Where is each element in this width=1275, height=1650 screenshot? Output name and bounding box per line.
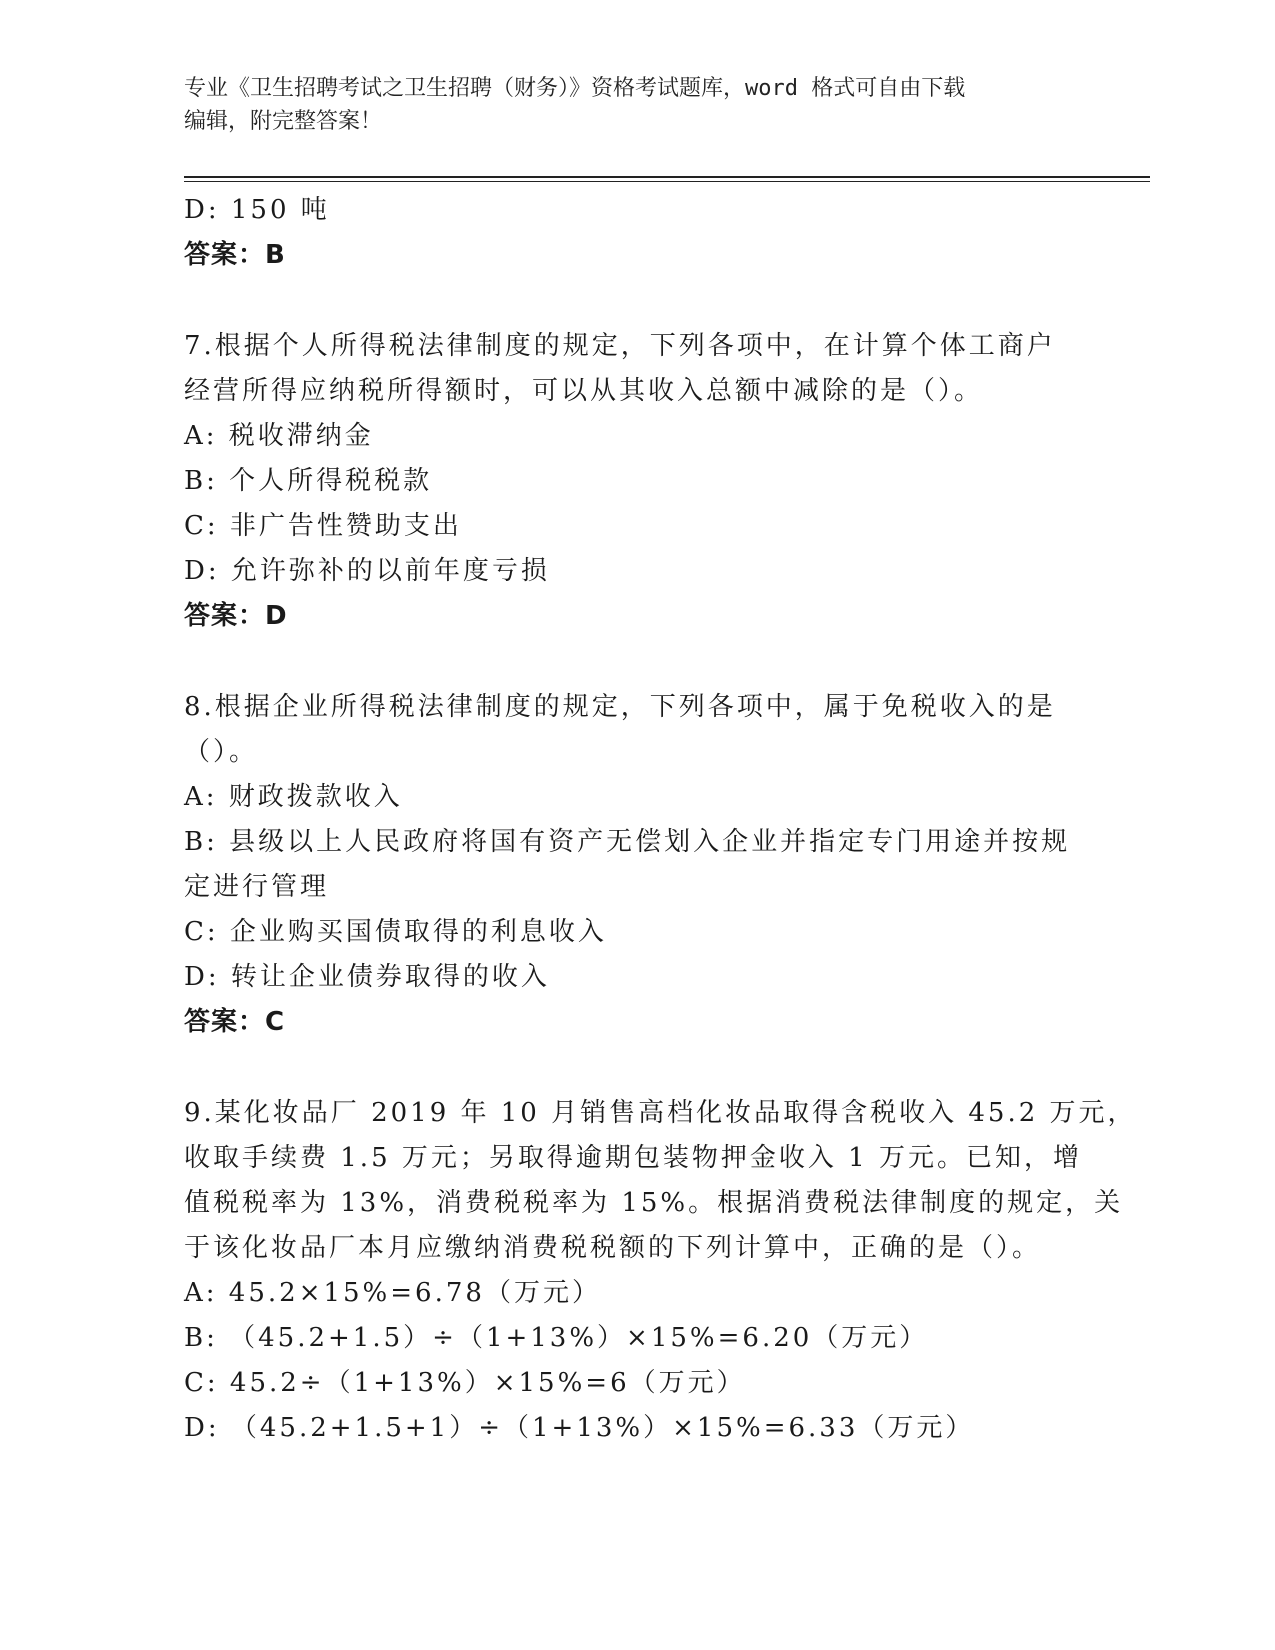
spacer xyxy=(184,639,1084,685)
answer-line: 答案：B xyxy=(184,240,286,270)
question-8 xyxy=(184,685,1084,1045)
question-7 xyxy=(184,324,1084,639)
option-d: D: 150 吨 xyxy=(184,195,330,225)
option-a: A: 税收滞纳金 xyxy=(184,421,374,451)
option-b: B: 个人所得税税款 xyxy=(184,466,433,496)
option-d: D: 转让企业债券取得的收入 xyxy=(184,962,550,992)
spacer xyxy=(184,1045,1084,1091)
question-9 xyxy=(184,1091,1137,1451)
question-stem: 8.根据企业所得税法律制度的规定，下列各项中，属于免税收入的是 xyxy=(184,692,1056,722)
header-line-2: 编辑，附完整答案！ xyxy=(184,109,383,134)
question-stem: 收取手续费 1.5 万元；另取得逾期包装物押金收入 1 万元。已知，增 xyxy=(184,1143,1082,1173)
spacer xyxy=(184,278,1084,324)
option-a: A: 45.2×15%=6.78（万元） xyxy=(184,1278,601,1308)
option-c: C: 非广告性赞助支出 xyxy=(184,511,462,541)
header-divider-thin xyxy=(184,181,1150,182)
option-b: B: 县级以上人民政府将国有资产无偿划入企业并指定专门用途并按规 xyxy=(184,827,1071,857)
question-6-tail xyxy=(184,188,1084,278)
question-stem: 7.根据个人所得税法律制度的规定，下列各项中，在计算个体工商户 xyxy=(184,331,1056,361)
question-stem: 经营所得应纳税所得额时，可以从其收入总额中减除的是（）。 xyxy=(184,376,984,406)
answer-line: 答案：C xyxy=(184,1007,286,1037)
option-c: C: 45.2÷（1+13%）×15%=6（万元） xyxy=(184,1368,746,1398)
option-c: C: 企业购买国债取得的利息收入 xyxy=(184,917,607,947)
option-b-continued: 定进行管理 xyxy=(184,872,330,902)
option-d: D: （45.2+1.5+1）÷（1+13%）×15%=6.33（万元） xyxy=(184,1413,975,1443)
option-b: B: （45.2+1.5）÷（1+13%）×15%=6.20（万元） xyxy=(184,1323,929,1353)
answer-line: 答案：D xyxy=(184,601,288,631)
document-header xyxy=(184,72,1064,138)
question-stem: 9.某化妆品厂 2019 年 10 月销售高档化妆品取得含税收入 45.2 万元， xyxy=(184,1098,1137,1128)
question-stem: 于该化妆品厂本月应缴纳消费税税额的下列计算中，正确的是（）。 xyxy=(184,1233,1042,1263)
option-d: D: 允许弥补的以前年度亏损 xyxy=(184,556,550,586)
header-line-1: 专业《卫生招聘考试之卫生招聘（财务）》资格考试题库，word 格式可自由下载 xyxy=(184,76,966,101)
question-stem: 值税税率为 13%，消费税税率为 15%。根据消费税法律制度的规定，关 xyxy=(184,1188,1124,1218)
header-divider-thick xyxy=(184,176,1150,178)
question-stem: （）。 xyxy=(184,737,259,767)
document-body xyxy=(184,188,1137,1451)
option-a: A: 财政拨款收入 xyxy=(184,782,403,812)
